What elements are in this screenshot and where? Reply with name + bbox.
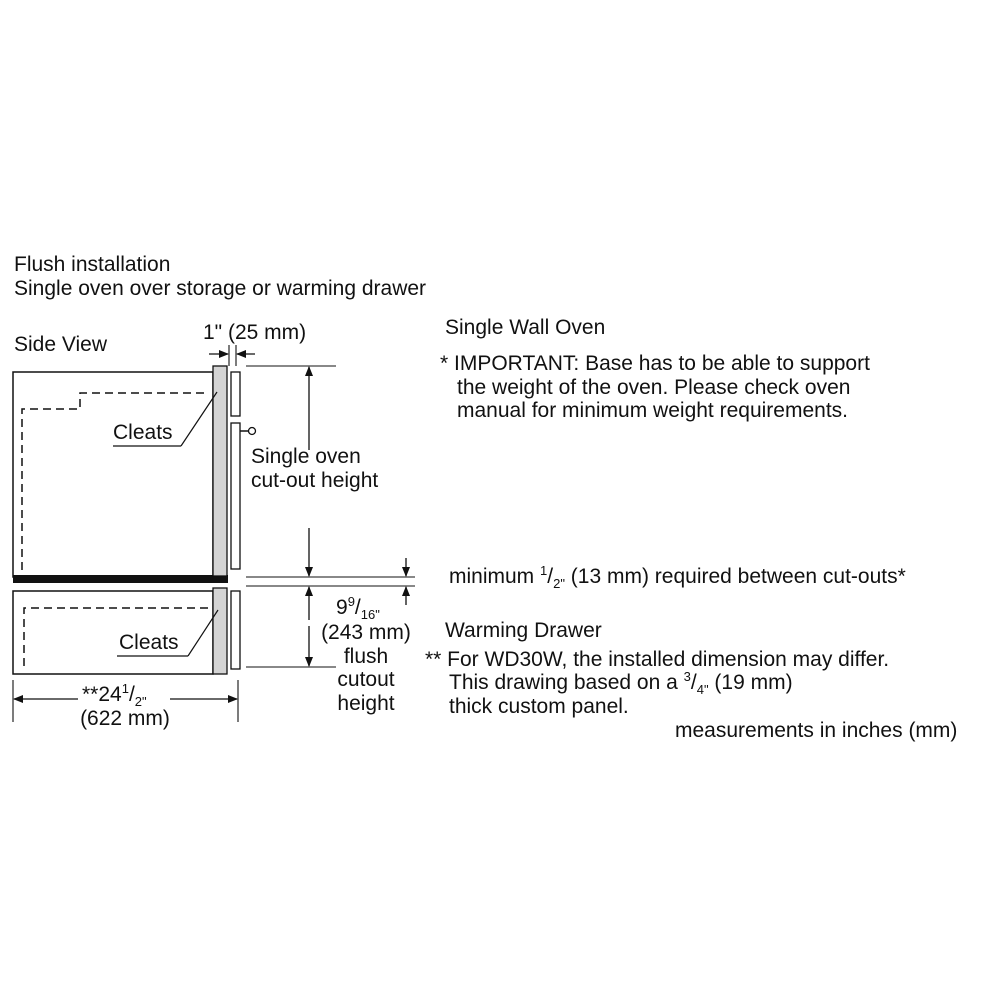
oven-top-panel [231,372,240,416]
drawer-height-frac-num: 9 [347,594,355,609]
important-note-line1: * IMPORTANT: Base has to be able to support [440,352,870,375]
drawer-note-line3: thick custom panel. [449,695,629,718]
oven-height-label-line1: Single oven [251,445,361,468]
drawer-height-fraction: $9^9/_{16"}$ [336,594,380,623]
drawer-height-line1: flush [343,645,389,668]
page-subtitle: Single oven over storage or warming drawer [14,277,427,300]
cleats-upper-label: Cleats [113,421,173,444]
drawer-height-whole: 9 [336,596,348,619]
drawer-note-num: 3 [683,669,691,684]
oven-height-label-line2: cut-out height [251,469,379,492]
drawer-note-line2: This drawing based on a $^3/_{4"}$ (19 mm) [449,669,793,698]
drawer-height-line3: height [337,692,395,715]
oven-heading: Single Wall Oven [445,316,606,339]
width-dimension: $**24^1/_{2"}$ [82,681,147,710]
oven-door [231,423,240,569]
min-gap-den: 2" [553,576,565,592]
drawer-height-frac-den: 16" [360,607,380,623]
drawer-note-prefix: This drawing based on a [449,671,684,694]
drawer-note-den: 4" [696,682,709,698]
min-gap-prefix: minimum [449,565,541,588]
important-note-line2: the weight of the oven. Please check oven [457,376,851,399]
min-gap-note: minimum $^1/_{2"}$ (13 mm) required between cut-outs* [449,563,906,592]
important-note-line3: manual for minimum weight requirements. [457,399,848,422]
width-prefix: **24 [82,683,122,706]
min-gap-suffix: (13 mm) required between cut-outs* [564,565,906,588]
drawer-height-line2: cutout [337,668,395,691]
width-frac-den: 2" [134,694,147,710]
upper-cabinet-dashed-outline [22,393,206,570]
min-gap-num: 1 [540,563,548,578]
drawer-height-mm: (243 mm) [321,621,411,644]
lower-cabinet-dashed-outline [24,608,208,666]
units-note: measurements in inches (mm) [675,719,958,742]
drawer-heading: Warming Drawer [445,619,602,642]
drawer-front [231,591,240,669]
side-view-label: Side View [14,333,108,356]
width-frac-num: 1 [121,681,129,696]
drawer-note-line1: ** For WD30W, the installed dimension may differ. [425,648,890,671]
page-title: Flush installation [14,253,171,276]
top-gap-dimension: 1" (25 mm) [203,321,307,344]
separator-shelf [13,575,228,583]
oven-handle-knob [249,428,256,435]
frame-upper [213,366,227,576]
drawer-note-suffix: (19 mm) [708,671,793,694]
upper-cabinet [13,372,213,577]
cleats-lower-label: Cleats [119,631,179,654]
lower-cabinet [13,591,213,674]
cleats-upper-pointer [181,392,217,446]
width-mm: (622 mm) [80,707,170,730]
frame-lower [213,588,227,674]
